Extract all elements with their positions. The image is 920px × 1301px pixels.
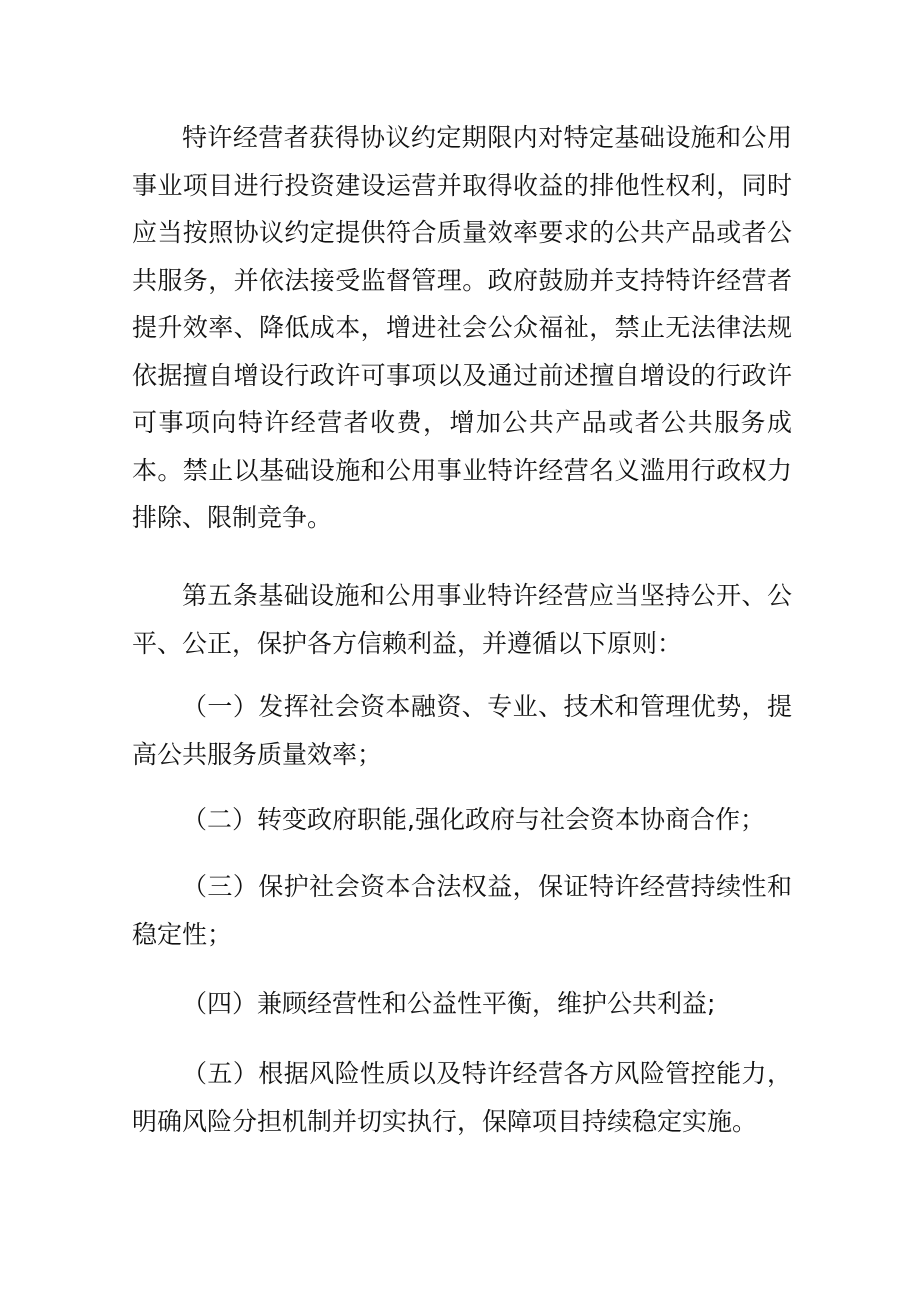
paragraph-principle-4: （四）兼顾经营性和公益性平衡，维护公共利益;	[182, 989, 716, 1018]
paragraph-article-5: 第五条基础设施和公用事业特许经营应当坚持公开、公平、公正，保护各方信赖利益，并遵循以下原则：	[132, 581, 792, 658]
paragraph-principle-3: （三）保护社会资本合法权益，保证特许经营持续性和稳定性；	[132, 872, 792, 949]
paragraph-principle-2: （二）转变政府职能,强化政府与社会资本协商合作；	[182, 805, 765, 834]
paragraph-principle-5: （五）根据风险性质以及特许经营各方风险管控能力，明确风险分担机制并切实执行，保障项目持续稳定实施。	[132, 1059, 792, 1136]
paragraph-principle-1: （一）发挥社会资本融资、专业、技术和管理优势，提高公共服务质量效率；	[132, 692, 792, 769]
paragraph-franchisee-rights: 特许经营者获得协议约定期限内对特定基础设施和公用事业项目进行投资建设运营并取得收益的排他性权利，同时应当按照协议约定提供符合质量效率要求的公共产品或者公共服务，并依法接受监督管理。政府鼓励并支持特许经营者提升效率、降低成本，增进社会公众福祉，禁止无法律法规依据擅自增设行政许可事项以及通过前述擅自增设的行政许可事项向特许经营者收费，增加公共产品或者公共服务成本。禁止以基础设施和公用事业特许经营名义滥用行政权力排除、限制竞争。	[132, 123, 792, 532]
